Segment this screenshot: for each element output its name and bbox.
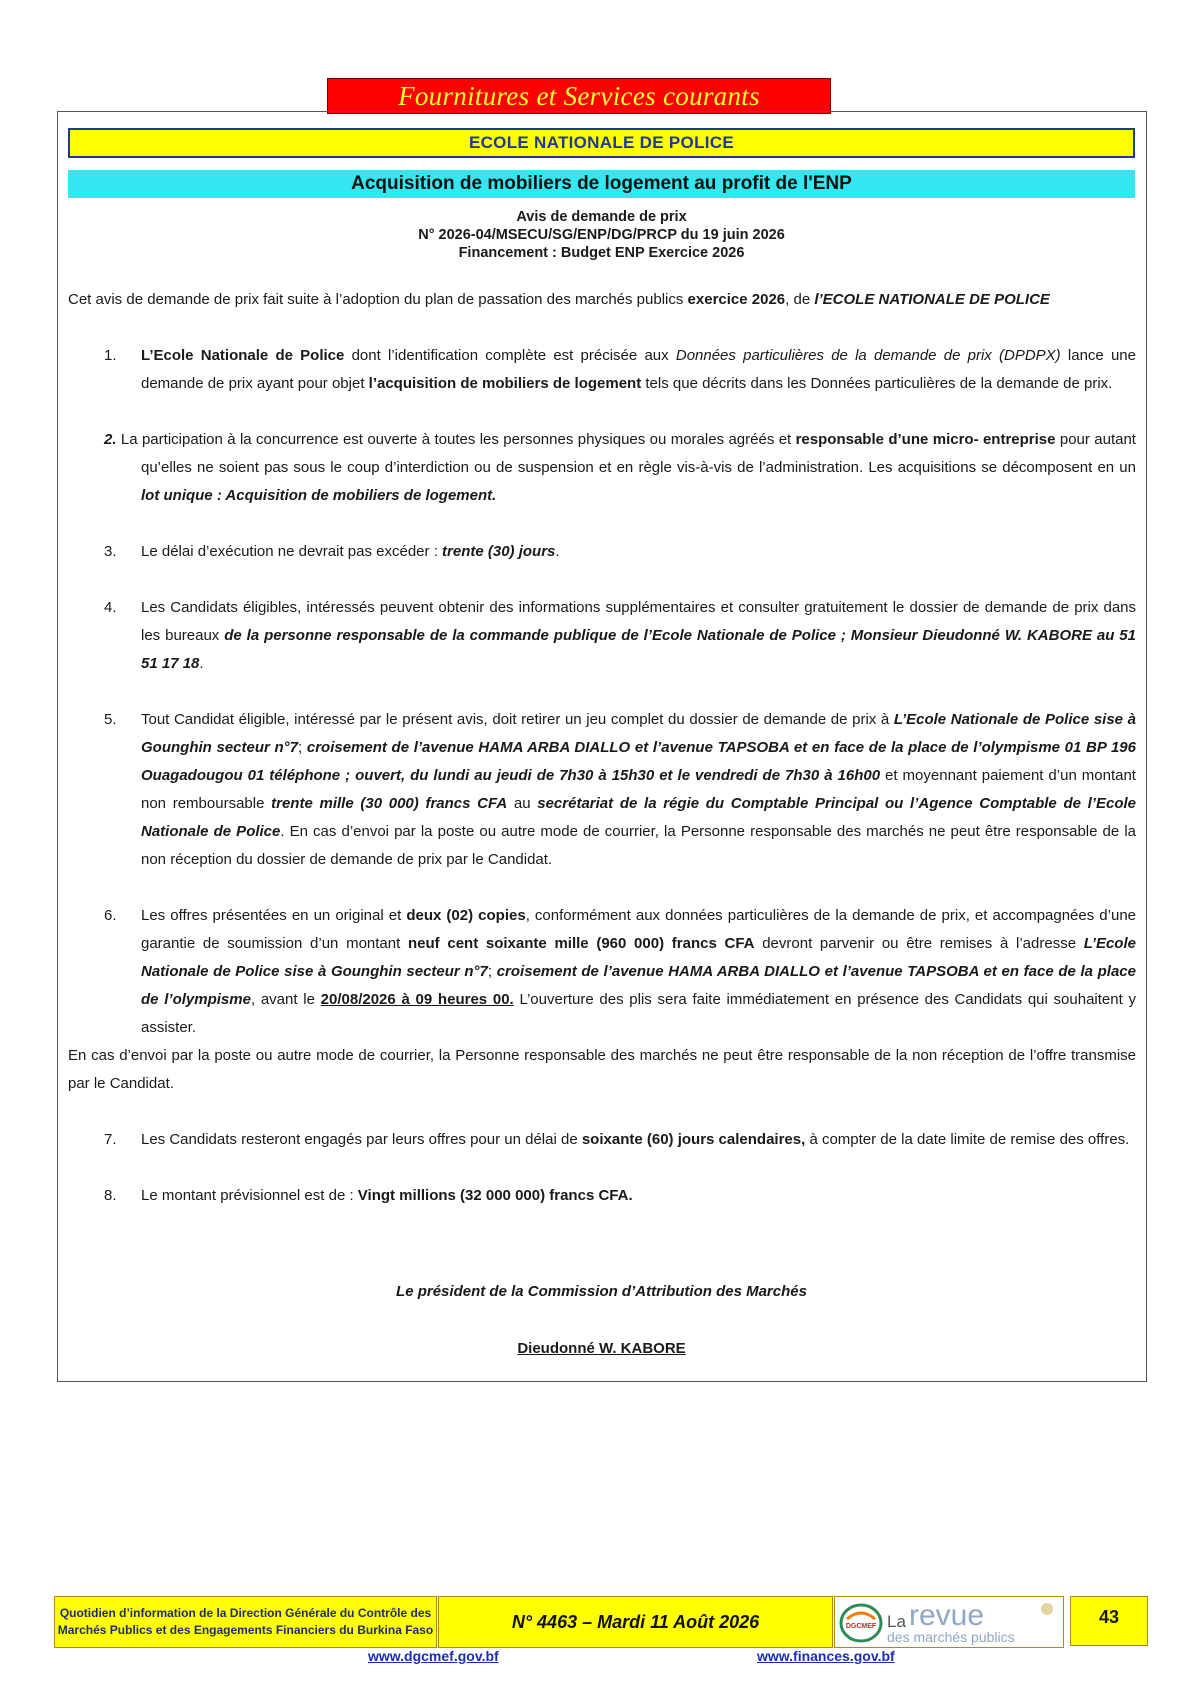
item-text: Vingt millions (32 000 000) francs CFA. [357, 1187, 633, 1204]
publisher-line-1: Quotidien d’information de la Direction Générale du Contrôle des [59, 1606, 432, 1620]
intro-exercise: exercice 2026 [687, 291, 786, 308]
organization-name: ECOLE NATIONALE DE POLICE [468, 133, 735, 152]
list-item-2 [68, 426, 1136, 510]
item-text: devront parvenir ou être remises à l’adresse [754, 935, 1084, 952]
item-text: ; [487, 963, 497, 980]
list-item-4 [68, 594, 1136, 678]
reference-line-3 [68, 244, 1135, 262]
item-text: ; [298, 739, 307, 756]
item-text: Le montant prévisionnel est de : [141, 1187, 358, 1204]
financing-label: Financement [458, 245, 549, 261]
item-text: trente (30) jours [442, 543, 556, 560]
publisher-line-2: Marchés Publics et des Engagements Financiers du Burkina Faso [57, 1623, 434, 1637]
revue-logo-graphic [835, 1597, 1063, 1647]
item-text: croisement de l’avenue HAMA ARBA DIALLO et l’avenue TAPSOBA et en face de la place de l’olympisme [141, 963, 1136, 1008]
item-text: L’Ecole Nationale de Police [141, 347, 345, 364]
publisher-info [54, 1596, 437, 1648]
list-item-5 [68, 706, 1136, 874]
page-footer [54, 1596, 1149, 1648]
logo-dgcmef: DGCMEF [845, 1623, 877, 1630]
item-text: et moyennant paiement d’un montant non remboursable [141, 767, 1136, 812]
revue-logo [834, 1596, 1064, 1648]
item-text: Le délai d’exécution ne devrait pas excéder : [141, 543, 443, 560]
signature-block [68, 1283, 1135, 1357]
item-text: lance une demande de prix ayant pour objet [141, 347, 1136, 392]
item-number: 1. [104, 347, 117, 364]
logo-subtitle: des marchés publics [887, 1629, 1015, 1645]
item-text: secrétariat de la régie du Comptable Principal ou l’Agence Comptable de l’Ecole Nationale de Police [141, 795, 1136, 840]
link-finances[interactable]: www.finances.gov.bf [757, 1648, 895, 1664]
item-number: 6. [104, 907, 117, 924]
list-item-7 [68, 1126, 1136, 1154]
logo-revue: revue [909, 1599, 985, 1632]
intro-text: Cet avis de demande de prix fait suite à l’adoption du plan de passation des marchés publics [68, 291, 688, 308]
item-text: pour autant qu’elles ne soient pas sous le coup d’interdiction ou de suspension et en règle vis-à-vis de l’administration. Les acquisitions se décomposent en un [141, 431, 1136, 476]
item-text: Tout Candidat éligible, intéressé par le présent avis, doit retirer un jeu complet du dossier de demande de prix à [141, 711, 894, 728]
intro-text-2: , de [785, 291, 815, 308]
signatory-role: Le président de la Commission d’Attribution des Marchés [396, 1283, 807, 1300]
item-text: Données particulières de la demande de prix (DPDPX) [675, 347, 1061, 364]
reference-line-1: Avis de demande de prix [516, 209, 687, 225]
item-number: 3. [104, 543, 117, 560]
item-number: 2. [104, 431, 117, 448]
signatory-name: Dieudonné W. KABORE [517, 1340, 686, 1357]
item-text: Les offres présentées en un original et [141, 907, 407, 924]
link-dgcmef[interactable]: www.dgcmef.gov.bf [368, 1648, 499, 1664]
financing-value: : Budget ENP Exercice 2026 [548, 245, 745, 261]
list-item-3 [68, 538, 1136, 566]
item-number: 5. [104, 711, 117, 728]
section-banner-text: Fournitures et Services courants [398, 80, 760, 111]
item-number: 8. [104, 1187, 117, 1204]
issue-number-date: N° 4463 – Mardi 11 Août 2026 [511, 1611, 760, 1632]
item-text: . En cas d’envoi par la poste ou autre mode de courrier, la Personne responsable des marchés ne peut être responsable de la non réception du dossier de demande de prix par le Candidat. [141, 823, 1136, 868]
organization-bar [68, 128, 1135, 158]
item-text: trente mille (30 000) francs CFA [271, 795, 508, 812]
notice-title-bar [68, 170, 1135, 198]
courier-disclaimer: En cas d’envoi par la poste ou autre mode de courrier, la Personne responsable des marchés ne peut être responsable de la non réception de l’offre transmise par le Candidat. [68, 1047, 1136, 1092]
item-text: de la personne responsable de la commande publique de l’Ecole Nationale de Police ; Monsieur Dieudonné W. KABORE au 51 51 17 18 [141, 627, 1136, 672]
item-text: à compter de la date limite de remise des offres. [805, 1131, 1130, 1148]
item-text: neuf cent soixante mille (960 000) francs CFA [407, 935, 755, 952]
item-text: soixante (60) jours calendaires, [581, 1131, 806, 1148]
section-banner [327, 78, 831, 114]
item-text: dont l’identification complète est précisée aux [344, 347, 676, 364]
item-text: L’Ecole Nationale de Police sise à Gounghin secteur n°7 [141, 935, 1136, 980]
item-text: l’acquisition de mobiliers de logement [368, 375, 642, 392]
item-text: , conformément aux données particulières de la demande de prix, et accompagnées d’une garantie de soumission d’un montant [141, 907, 1137, 952]
item-text: Les Candidats resteront engagés par leurs offres pour un délai de [141, 1131, 582, 1148]
item-text: Les Candidats éligibles, intéressés peuvent obtenir des informations supplémentaires et consulter gratuitement le dossier de demande de prix dans les bureaux [141, 599, 1136, 644]
page-number: 43 [1070, 1596, 1148, 1646]
item-text: lot unique : Acquisition de mobiliers de logement. [141, 487, 497, 504]
item-text: L’Ecole Nationale de Police sise à Gounghin secteur n°7 [141, 711, 1136, 756]
list-item-1 [68, 342, 1136, 398]
logo-la: La [887, 1612, 906, 1631]
item-text: responsable d’une micro- entreprise [795, 431, 1056, 448]
list-item-8 [68, 1182, 1136, 1210]
intro-paragraph [68, 286, 1136, 314]
notice-reference [68, 208, 1135, 262]
notice-body [68, 286, 1136, 1238]
notice-title: Acquisition de mobiliers de logement au profit de l'ENP [351, 173, 852, 194]
item-text: tels que décrits dans les Données particulières de la demande de prix. [641, 375, 1113, 392]
item-text: . [555, 543, 560, 560]
item-text: croisement de l’avenue HAMA ARBA DIALLO et l’avenue TAPSOBA et en face de la place de l’olympisme 01 BP 196 Ouagadougou 01 téléphone ; ouvert, du lundi au jeudi de 7h30 à 15h30 et le vendredi de 7h30 à 16h00 [141, 739, 1136, 784]
list-item-6 [68, 902, 1136, 1042]
issue-info [438, 1596, 833, 1648]
item-text: deux (02) copies [406, 907, 526, 924]
item-text: L’ouverture des plis sera faite immédiatement en présence des Candidats qui souhaitent y assister. [141, 991, 1137, 1036]
item-text: , avant le [250, 991, 321, 1008]
item-number: 4. [104, 599, 117, 616]
reference-line-2: N° 2026-04/MSECU/SG/ENP/DG/PRCP du 19 juin 2026 [418, 227, 785, 243]
intro-organization: l’ECOLE NATIONALE DE POLICE [814, 291, 1050, 308]
item-text: . [199, 655, 204, 672]
item-text: La participation à la concurrence est ouverte à toutes les personnes physiques ou morales agréés et [116, 431, 796, 448]
item-text: au [507, 795, 538, 812]
deadline-date: 20/08/2026 à 09 heures 00. [320, 991, 514, 1008]
item-number: 7. [104, 1131, 117, 1148]
